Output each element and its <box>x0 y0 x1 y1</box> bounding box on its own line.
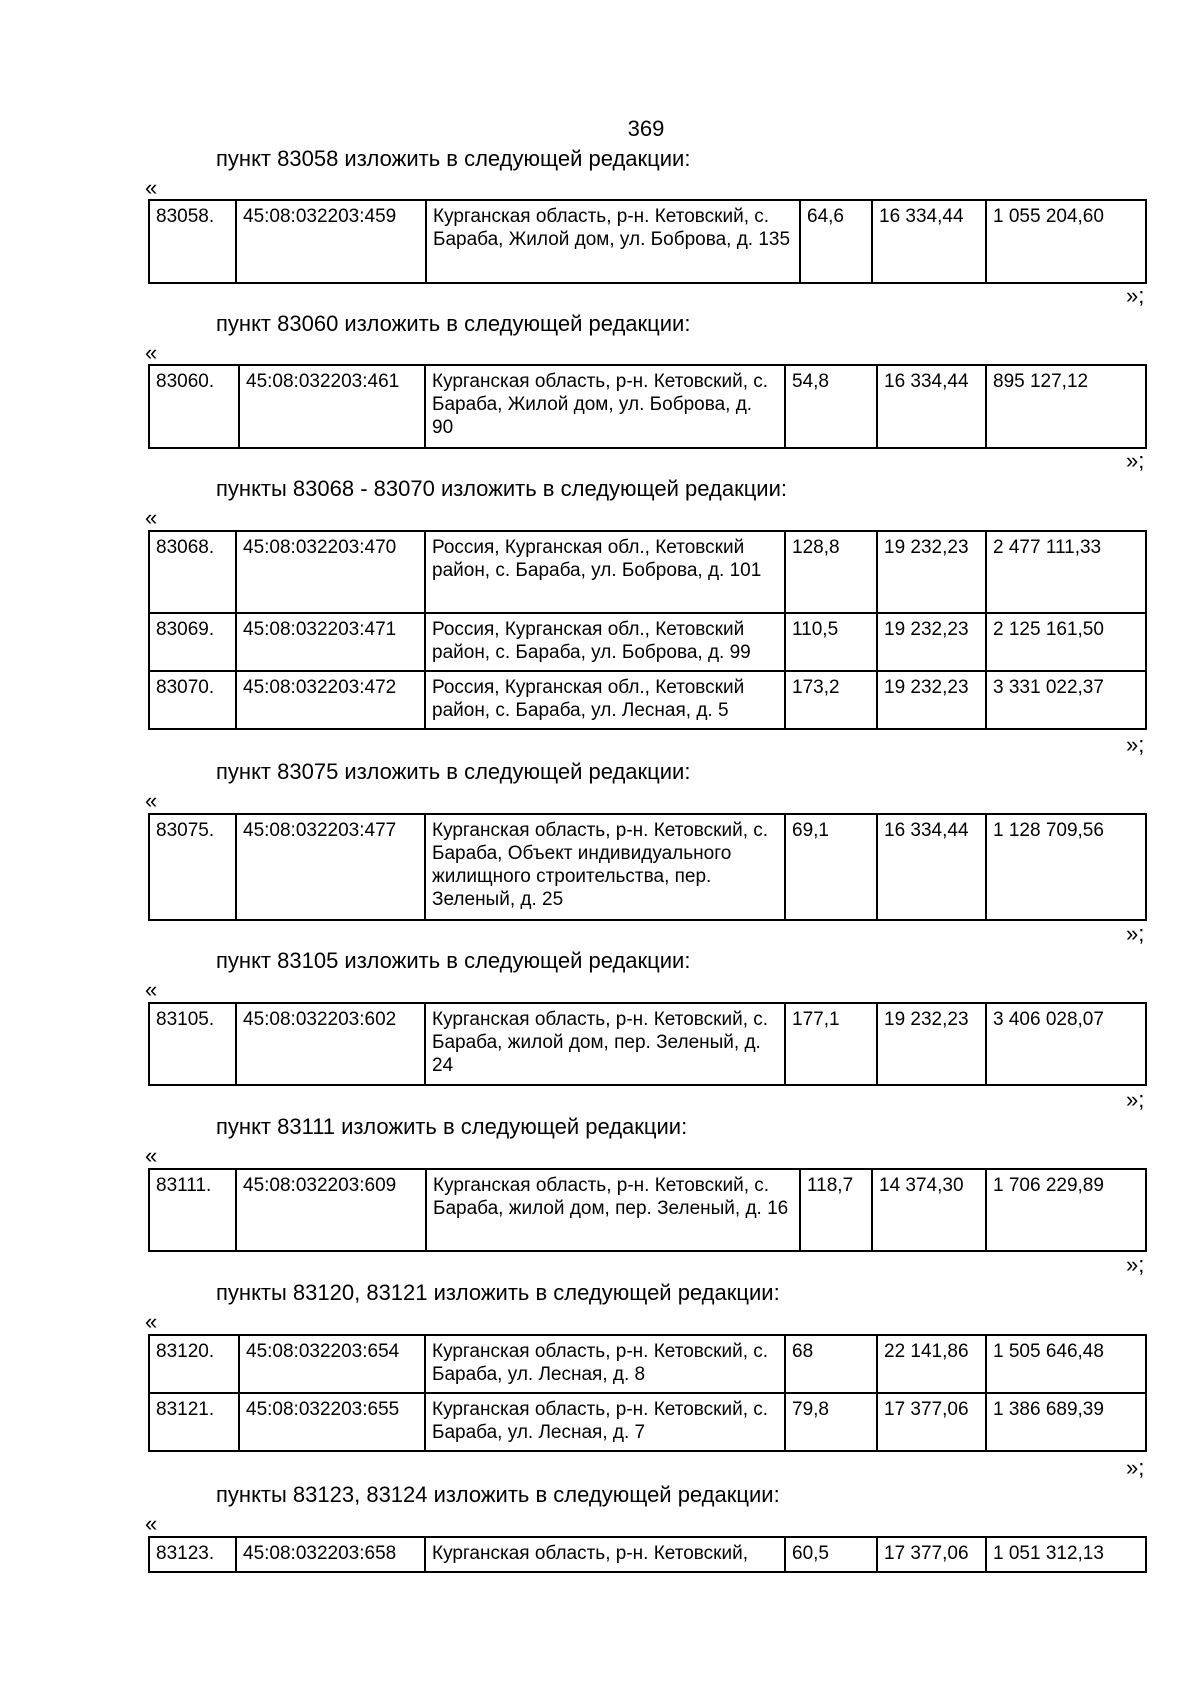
close-quote: »; <box>1126 448 1145 473</box>
cadastral-value: 1 128 709,56 <box>986 814 1146 920</box>
cadastral-number: 45:08:032203:472 <box>236 671 425 729</box>
cadastral-number: 45:08:032203:470 <box>236 531 425 613</box>
section-heading: пункты 83123, 83124 изложить в следующей редакции: <box>216 1482 780 1507</box>
area: 64,6 <box>800 200 872 283</box>
cadastral-value: 1 055 204,60 <box>986 200 1146 283</box>
row-number: 83105. <box>149 1003 236 1085</box>
close-quote: »; <box>1126 283 1145 308</box>
table-row <box>149 613 1146 671</box>
cadastral-number: 45:08:032203:609 <box>236 1169 426 1251</box>
section-heading: пункт 83105 изложить в следующей редакции: <box>216 948 691 973</box>
row-number: 83123. <box>149 1537 236 1572</box>
data-table <box>148 530 1147 730</box>
table-row <box>149 671 1146 729</box>
cadastral-value: 1 505 646,48 <box>986 1335 1146 1393</box>
cadastral-number: 45:08:032203:654 <box>239 1335 425 1393</box>
close-quote: »; <box>1126 732 1145 757</box>
area: 118,7 <box>800 1169 872 1251</box>
section-heading: пункты 83120, 83121 изложить в следующей редакции: <box>216 1280 780 1305</box>
rate: 14 374,30 <box>872 1169 986 1251</box>
cadastral-value: 1 386 689,39 <box>986 1393 1146 1451</box>
address: Россия, Курганская обл., Кетовский район, с. Бараба, ул. Лесная, д. 5 <box>425 671 785 729</box>
open-quote: « <box>145 1309 158 1334</box>
area: 128,8 <box>785 531 877 613</box>
rate: 22 141,86 <box>877 1335 986 1393</box>
table-row <box>149 1169 1146 1251</box>
row-number: 83060. <box>149 365 239 448</box>
cadastral-value: 3 331 022,37 <box>986 671 1146 729</box>
row-number: 83075. <box>149 814 236 920</box>
open-quote: « <box>145 1511 158 1536</box>
cadastral-value: 3 406 028,07 <box>986 1003 1146 1085</box>
section-heading: пункты 83068 - 83070 изложить в следующей редакции: <box>216 476 788 501</box>
table-row <box>149 1393 1146 1451</box>
area: 110,5 <box>785 613 877 671</box>
area: 68 <box>785 1335 877 1393</box>
table-row <box>149 365 1146 448</box>
table-row <box>149 1537 1146 1572</box>
address: Россия, Курганская обл., Кетовский район, с. Бараба, ул. Боброва, д. 101 <box>425 531 785 613</box>
data-table <box>148 813 1147 921</box>
rate: 16 334,44 <box>877 814 986 920</box>
row-number: 83120. <box>149 1335 239 1393</box>
address: Россия, Курганская обл., Кетовский район, с. Бараба, ул. Боброва, д. 99 <box>425 613 785 671</box>
address: Курганская область, р-н. Кетовский, с. Бараба, жилой дом, пер. Зеленый, д. 24 <box>425 1003 785 1085</box>
area: 60,5 <box>785 1537 877 1572</box>
cadastral-value: 1 706 229,89 <box>986 1169 1146 1251</box>
address: Курганская область, р-н. Кетовский, с. Бараба, жилой дом, пер. Зеленый, д. 16 <box>426 1169 800 1251</box>
data-table <box>148 1536 1147 1573</box>
cadastral-number: 45:08:032203:655 <box>239 1393 425 1451</box>
table-row <box>149 200 1146 283</box>
section-heading: пункт 83111 изложить в следующей редакции: <box>216 1114 688 1139</box>
address: Курганская область, р-н. Кетовский, с. Бараба, Жилой дом, ул. Боброва, д. 90 <box>425 365 785 448</box>
area: 54,8 <box>785 365 877 448</box>
address: Курганская область, р-н. Кетовский, с. Бараба, ул. Лесная, д. 7 <box>425 1393 785 1451</box>
rate: 19 232,23 <box>877 531 986 613</box>
open-quote: « <box>145 505 158 530</box>
table-row <box>149 531 1146 613</box>
open-quote: « <box>145 1143 158 1168</box>
close-quote: »; <box>1126 1252 1145 1277</box>
row-number: 83121. <box>149 1393 239 1451</box>
table-row <box>149 1335 1146 1393</box>
rate: 19 232,23 <box>877 671 986 729</box>
area: 177,1 <box>785 1003 877 1085</box>
cadastral-number: 45:08:032203:461 <box>239 365 425 448</box>
area: 173,2 <box>785 671 877 729</box>
row-number: 83070. <box>149 671 236 729</box>
page-number: 369 <box>627 116 665 141</box>
data-table <box>148 1168 1147 1252</box>
open-quote: « <box>145 977 158 1002</box>
area: 79,8 <box>785 1393 877 1451</box>
rate: 19 232,23 <box>877 1003 986 1085</box>
area: 69,1 <box>785 814 877 920</box>
cadastral-number: 45:08:032203:658 <box>236 1537 425 1572</box>
rate: 16 334,44 <box>877 365 986 448</box>
cadastral-number: 45:08:032203:459 <box>236 200 426 283</box>
rate: 19 232,23 <box>877 613 986 671</box>
table-row <box>149 1003 1146 1085</box>
row-number: 83069. <box>149 613 236 671</box>
cadastral-value: 895 127,12 <box>986 365 1146 448</box>
address: Курганская область, р-н. Кетовский, с. Бараба, Объект индивидуального жилищного строительства, пер. Зеленый, д. 25 <box>425 814 785 920</box>
cadastral-number: 45:08:032203:471 <box>236 613 425 671</box>
cadastral-number: 45:08:032203:477 <box>236 814 425 920</box>
section-heading: пункт 83058 изложить в следующей редакции: <box>216 146 691 171</box>
table-row <box>149 814 1146 920</box>
address: Курганская область, р-н. Кетовский, <box>425 1537 785 1572</box>
open-quote: « <box>145 788 158 813</box>
data-table <box>148 199 1147 284</box>
rate: 17 377,06 <box>877 1393 986 1451</box>
close-quote: »; <box>1126 1455 1145 1480</box>
section-heading: пункт 83075 изложить в следующей редакции: <box>216 759 691 784</box>
section-heading: пункт 83060 изложить в следующей редакции: <box>216 311 691 336</box>
close-quote: »; <box>1126 1087 1145 1112</box>
row-number: 83068. <box>149 531 236 613</box>
data-table <box>148 1002 1147 1086</box>
address: Курганская область, р-н. Кетовский, с. Бараба, ул. Лесная, д. 8 <box>425 1335 785 1393</box>
data-table <box>148 364 1147 449</box>
rate: 16 334,44 <box>872 200 986 283</box>
row-number: 83058. <box>149 200 236 283</box>
open-quote: « <box>145 340 158 365</box>
cadastral-value: 2 125 161,50 <box>986 613 1146 671</box>
open-quote: « <box>145 175 158 200</box>
address: Курганская область, р-н. Кетовский, с. Бараба, Жилой дом, ул. Боброва, д. 135 <box>426 200 800 283</box>
close-quote: »; <box>1126 921 1145 946</box>
cadastral-value: 1 051 312,13 <box>986 1537 1146 1572</box>
cadastral-value: 2 477 111,33 <box>986 531 1146 613</box>
data-table <box>148 1334 1147 1452</box>
cadastral-number: 45:08:032203:602 <box>236 1003 425 1085</box>
row-number: 83111. <box>149 1169 236 1251</box>
rate: 17 377,06 <box>877 1537 986 1572</box>
